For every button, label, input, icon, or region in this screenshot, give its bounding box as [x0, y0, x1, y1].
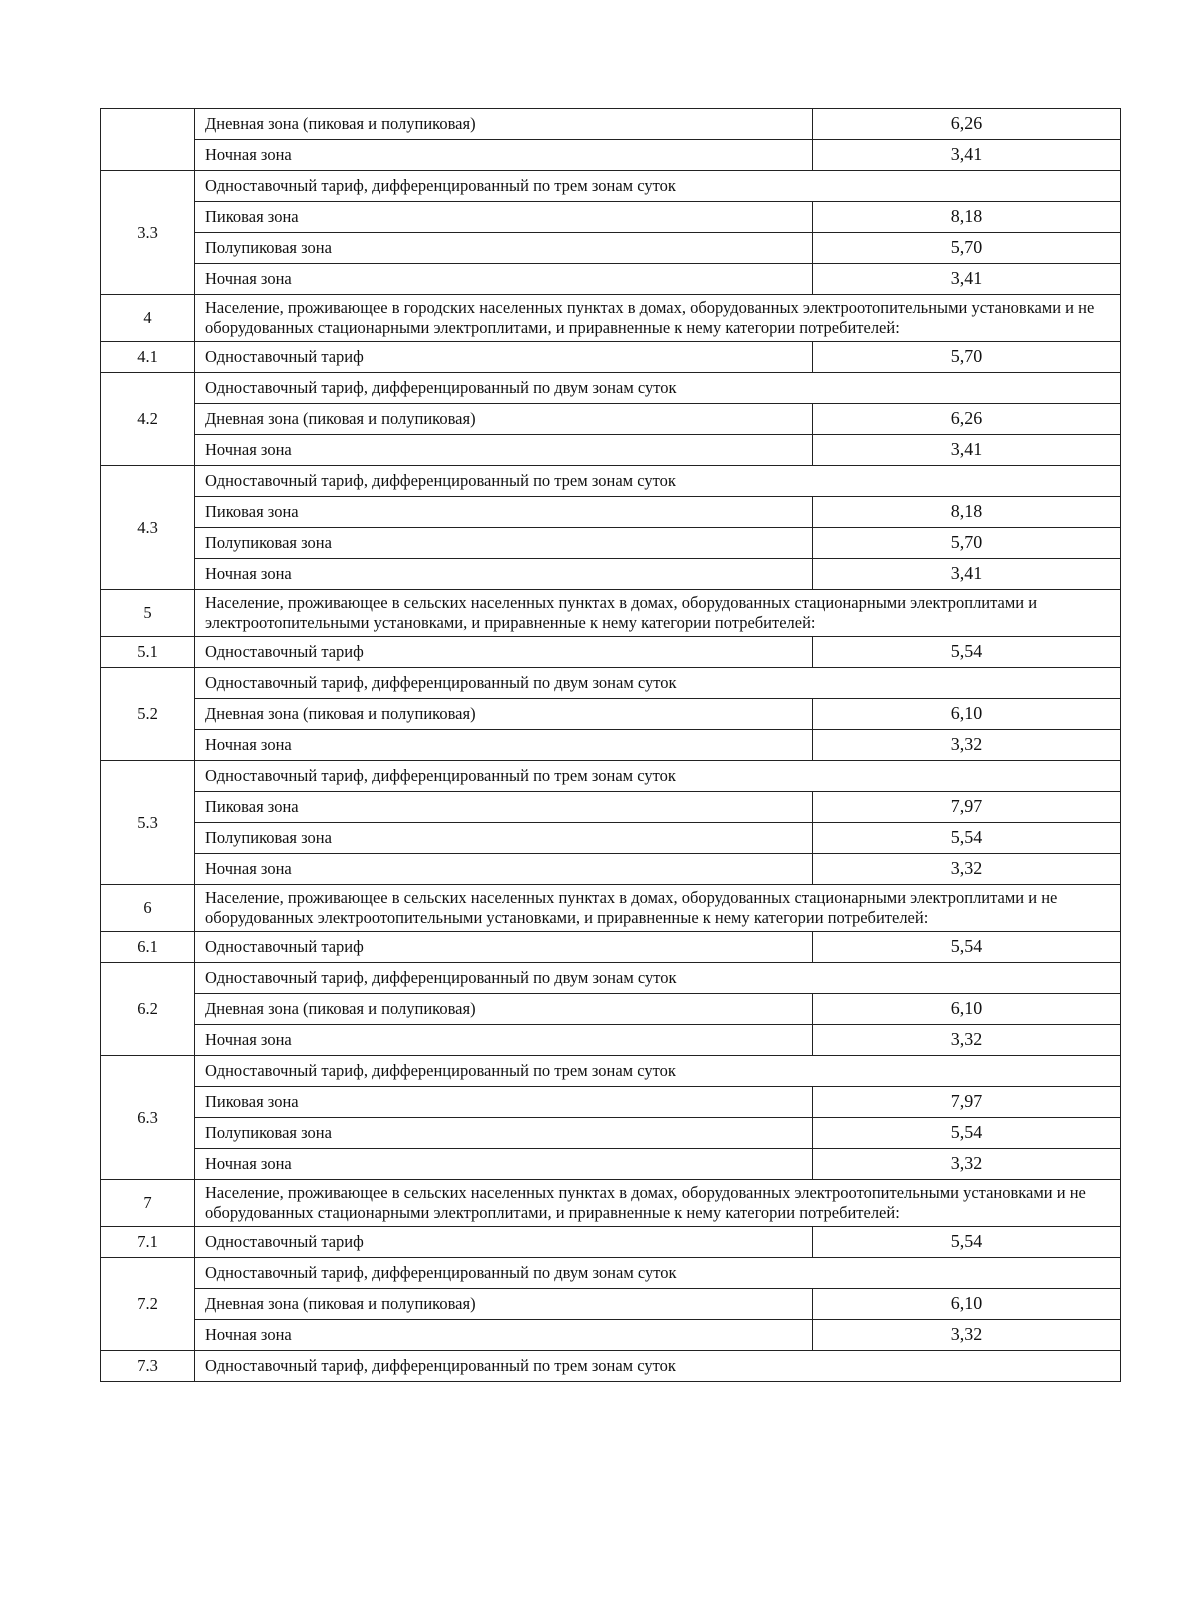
row-number: 4.1 — [101, 342, 195, 373]
tariff-value: 3,41 — [813, 559, 1121, 590]
row-number: 6 — [101, 885, 195, 932]
tariff-value: 3,32 — [813, 1320, 1121, 1351]
zone-header-row — [101, 963, 1121, 994]
tariff-label: Дневная зона (пиковая и полупиковая) — [195, 994, 813, 1025]
tariff-value: 5,54 — [813, 1227, 1121, 1258]
tariff-value: 5,54 — [813, 637, 1121, 668]
tariff-value: 7,97 — [813, 1087, 1121, 1118]
row-number: 7.1 — [101, 1227, 195, 1258]
tariff-value: 6,10 — [813, 994, 1121, 1025]
tariff-label: Ночная зона — [195, 854, 813, 885]
table-row — [101, 932, 1121, 963]
row-number: 3.3 — [101, 171, 195, 295]
tariff-value: 8,18 — [813, 202, 1121, 233]
zone-header-row — [101, 668, 1121, 699]
tariff-value: 5,70 — [813, 233, 1121, 264]
tariff-label: Ночная зона — [195, 1025, 813, 1056]
row-number: 7 — [101, 1180, 195, 1227]
table-row — [101, 1227, 1121, 1258]
table-row — [101, 854, 1121, 885]
row-number: 5 — [101, 590, 195, 637]
row-number: 5.2 — [101, 668, 195, 761]
tariff-label: Дневная зона (пиковая и полупиковая) — [195, 404, 813, 435]
tariff-value: 3,32 — [813, 1149, 1121, 1180]
table-row — [101, 1289, 1121, 1320]
zone-tariff-header: Одноставочный тариф, дифференцированный по двум зонам суток — [195, 668, 1121, 699]
table-row — [101, 1320, 1121, 1351]
tariff-label: Одноставочный тариф — [195, 637, 813, 668]
table-row — [101, 202, 1121, 233]
table-row — [101, 264, 1121, 295]
tariff-table — [100, 108, 1121, 1382]
table-row — [101, 435, 1121, 466]
tariff-value: 5,54 — [813, 1118, 1121, 1149]
tariff-label: Ночная зона — [195, 1149, 813, 1180]
tariff-label: Ночная зона — [195, 140, 813, 171]
table-row — [101, 1087, 1121, 1118]
tariff-value: 6,10 — [813, 699, 1121, 730]
tariff-label: Ночная зона — [195, 730, 813, 761]
row-number: 6.3 — [101, 1056, 195, 1180]
zone-tariff-header: Одноставочный тариф, дифференцированный по трем зонам суток — [195, 1056, 1121, 1087]
zone-header-row — [101, 373, 1121, 404]
tariff-value: 8,18 — [813, 497, 1121, 528]
tariff-label: Полупиковая зона — [195, 1118, 813, 1149]
zone-tariff-header: Одноставочный тариф, дифференцированный по двум зонам суток — [195, 1258, 1121, 1289]
tariff-value: 6,26 — [813, 404, 1121, 435]
category-description: Население, проживающее в сельских населенных пунктах в домах, оборудованных электроотопительными установками и не оборудованных стационарными электроплитами, и приравненные к нему категории потребителей: — [195, 1180, 1121, 1227]
table-row — [101, 637, 1121, 668]
category-row — [101, 885, 1121, 932]
category-description: Население, проживающее в сельских населенных пунктах в домах, оборудованных стационарными электроплитами и не оборудованных электроотопительными установками, и приравненные к нему категории потребителей: — [195, 885, 1121, 932]
tariff-value: 3,41 — [813, 435, 1121, 466]
tariff-label: Ночная зона — [195, 264, 813, 295]
zone-tariff-header: Одноставочный тариф, дифференцированный по двум зонам суток — [195, 963, 1121, 994]
table-row — [101, 559, 1121, 590]
table-row — [101, 497, 1121, 528]
zone-tariff-header: Одноставочный тариф, дифференцированный по трем зонам суток — [195, 466, 1121, 497]
tariff-value: 6,10 — [813, 1289, 1121, 1320]
table-row — [101, 1149, 1121, 1180]
row-number-cell — [101, 109, 195, 171]
row-number: 5.3 — [101, 761, 195, 885]
tariff-label: Дневная зона (пиковая и полупиковая) — [195, 699, 813, 730]
tariff-label: Дневная зона (пиковая и полупиковая) — [195, 1289, 813, 1320]
tariff-label: Пиковая зона — [195, 202, 813, 233]
tariff-table-body — [101, 109, 1121, 1382]
zone-header-row — [101, 466, 1121, 497]
row-number: 4.3 — [101, 466, 195, 590]
tariff-value: 3,41 — [813, 140, 1121, 171]
table-row — [101, 994, 1121, 1025]
zone-header-row — [101, 1258, 1121, 1289]
zone-header-row — [101, 171, 1121, 202]
tariff-label: Одноставочный тариф — [195, 342, 813, 373]
category-row — [101, 1180, 1121, 1227]
tariff-label: Пиковая зона — [195, 792, 813, 823]
table-row — [101, 109, 1121, 140]
category-row — [101, 295, 1121, 342]
tariff-value: 3,32 — [813, 1025, 1121, 1056]
table-row — [101, 342, 1121, 373]
tariff-value: 3,32 — [813, 730, 1121, 761]
row-number: 7.2 — [101, 1258, 195, 1351]
tariff-label: Ночная зона — [195, 1320, 813, 1351]
category-description: Население, проживающее в городских населенных пунктах в домах, оборудованных электроотопительными установками и не оборудованных стационарными электроплитами, и приравненные к нему категории потребителей: — [195, 295, 1121, 342]
table-row — [101, 1118, 1121, 1149]
row-number: 4.2 — [101, 373, 195, 466]
category-description: Население, проживающее в сельских населенных пунктах в домах, оборудованных стационарными электроплитами и электроотопительными установками, и приравненные к нему категории потребителей: — [195, 590, 1121, 637]
tariff-value: 5,54 — [813, 823, 1121, 854]
table-row — [101, 1025, 1121, 1056]
zone-tariff-header: Одноставочный тариф, дифференцированный по трем зонам суток — [195, 171, 1121, 202]
table-row — [101, 528, 1121, 559]
row-number: 5.1 — [101, 637, 195, 668]
tariff-document — [100, 108, 1120, 1382]
tariff-label: Полупиковая зона — [195, 233, 813, 264]
tariff-label: Ночная зона — [195, 435, 813, 466]
zone-header-row — [101, 1351, 1121, 1382]
zone-tariff-header: Одноставочный тариф, дифференцированный по двум зонам суток — [195, 373, 1121, 404]
tariff-label: Пиковая зона — [195, 497, 813, 528]
zone-tariff-header: Одноставочный тариф, дифференцированный по трем зонам суток — [195, 1351, 1121, 1382]
tariff-value: 5,54 — [813, 932, 1121, 963]
table-row — [101, 792, 1121, 823]
table-row — [101, 823, 1121, 854]
table-row — [101, 140, 1121, 171]
tariff-label: Пиковая зона — [195, 1087, 813, 1118]
tariff-value: 5,70 — [813, 528, 1121, 559]
category-row — [101, 590, 1121, 637]
row-number: 6.1 — [101, 932, 195, 963]
zone-header-row — [101, 761, 1121, 792]
row-number: 6.2 — [101, 963, 195, 1056]
tariff-label: Полупиковая зона — [195, 528, 813, 559]
tariff-label: Дневная зона (пиковая и полупиковая) — [195, 109, 813, 140]
tariff-value: 3,41 — [813, 264, 1121, 295]
table-row — [101, 730, 1121, 761]
table-row — [101, 233, 1121, 264]
row-number: 4 — [101, 295, 195, 342]
tariff-label: Ночная зона — [195, 559, 813, 590]
tariff-value: 7,97 — [813, 792, 1121, 823]
table-row — [101, 404, 1121, 435]
table-row — [101, 699, 1121, 730]
tariff-label: Одноставочный тариф — [195, 932, 813, 963]
tariff-label: Полупиковая зона — [195, 823, 813, 854]
zone-tariff-header: Одноставочный тариф, дифференцированный по трем зонам суток — [195, 761, 1121, 792]
tariff-label: Одноставочный тариф — [195, 1227, 813, 1258]
tariff-value: 3,32 — [813, 854, 1121, 885]
zone-header-row — [101, 1056, 1121, 1087]
tariff-value: 5,70 — [813, 342, 1121, 373]
row-number: 7.3 — [101, 1351, 195, 1382]
tariff-value: 6,26 — [813, 109, 1121, 140]
